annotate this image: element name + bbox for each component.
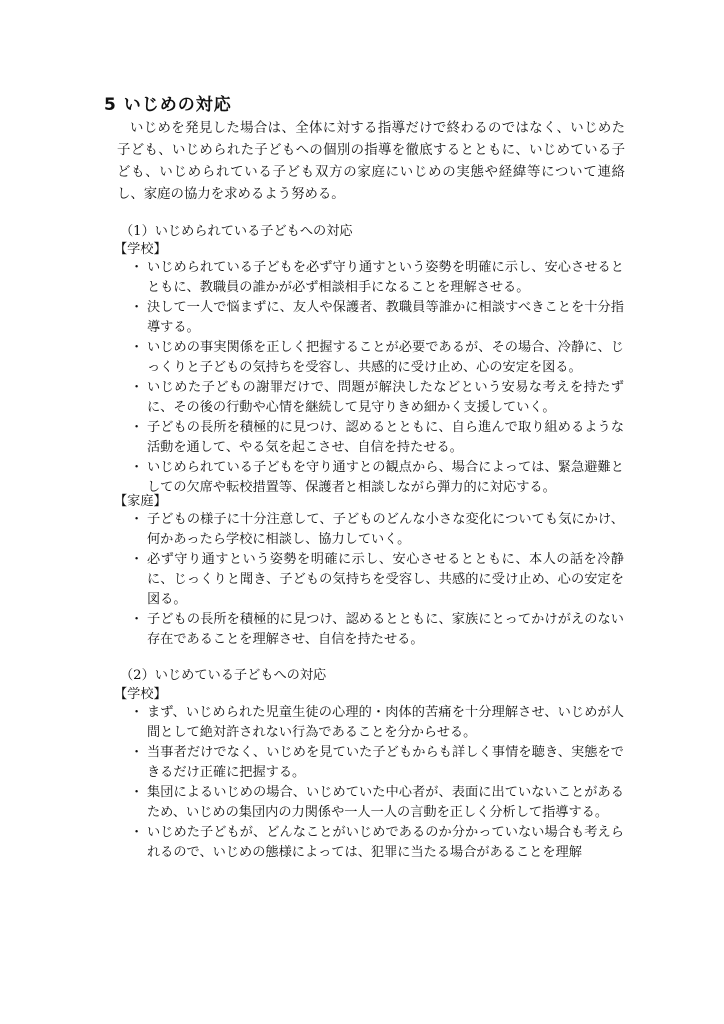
list-item: ・ いじめられている子どもを守り通すとの観点から、場合によっては、緊急避難としての欠席や転校措置等、保護者と相談しながら弾力的に対応する。: [134, 458, 624, 498]
list-item: ・ 必ず守り通すという姿勢を明確に示し、安心させるとともに、本人の話を冷静に、じっくりと聞き、子どもの気持ちを受容し、共感的に受け止め、心の安定を図る。: [134, 550, 624, 610]
section-1-school-label: 【学校】: [114, 242, 167, 257]
intro-paragraph: いじめを発見した場合は、全体に対する指導だけで終わるのではなく、いじめた子ども、いじめられた子どもへの個別の指導を徹底するとともに、いじめている子ども、いじめられている子ども双方の家庭にいじめの実態や経緯等について連絡し、家庭の協力を求めるよう努める。: [117, 121, 625, 202]
list-item: ・ 子どもの様子に十分注意して、子どものどんな小さな変化についても気にかけ、何かあったら学校に相談し、協力していく。: [134, 510, 624, 550]
section-2-school-list: [134, 703, 624, 863]
section-1-school-list: [134, 258, 624, 498]
section-1-home-label: 【家庭】: [114, 494, 167, 509]
section-2-title: （2）いじめている子どもへの対応: [120, 668, 327, 683]
list-item: ・ まず、いじめられた児童生徒の心理的・肉体的苦痛を十分理解させ、いじめが人間として絶対許されない行為であることを分からせる。: [134, 703, 624, 743]
list-item: ・ いじめた子どもが、どんなことがいじめであるのか分かっていない場合も考えられるので、いじめの態様によっては、犯罪に当たる場合があることを理解: [134, 823, 624, 863]
section-1-home-list: [134, 510, 624, 650]
list-item: ・ 集団によるいじめの場合、いじめていた中心者が、表面に出ていないことがあるため、いじめの集団内の力関係や一人一人の言動を正しく分析して指導する。: [134, 783, 624, 823]
list-item: ・ いじめられている子どもを必ず守り通すという姿勢を明確に示し、安心させるとともに、教職員の誰かが必ず相談相手になることを理解させる。: [134, 258, 624, 298]
list-item: ・ 当事者だけでなく、いじめを見ていた子どもからも詳しく事情を聴き、実態をできるだけ正確に把握する。: [134, 743, 624, 783]
page-title: 5 いじめの対応: [104, 95, 232, 115]
section-1-title: （1）いじめられている子どもへの対応: [120, 224, 353, 239]
list-item: ・ 子どもの長所を積極的に見つけ、認めるとともに、家族にとってかけがえのない存在であることを理解させ、自信を持たせる。: [134, 610, 624, 650]
list-item: ・ 決して一人で悩まずに、友人や保護者、教職員等誰かに相談すべきことを十分指導する。: [134, 298, 624, 338]
list-item: ・ いじめた子どもの謝罪だけで、問題が解決したなどという安易な考えを持たずに、その後の行動や心情を継続して見守りきめ細かく支援していく。: [134, 378, 624, 418]
list-item: ・ いじめの事実関係を正しく把握することが必要であるが、その場合、冷静に、じっくりと子どもの気持ちを受容し、共感的に受け止め、心の安定を図る。: [134, 338, 624, 378]
section-2-school-label: 【学校】: [114, 687, 167, 702]
list-item: ・ 子どもの長所を積極的に見つけ、認めるとともに、自ら進んで取り組めるような活動を通して、やる気を起こさせ、自信を持たせる。: [134, 418, 624, 458]
